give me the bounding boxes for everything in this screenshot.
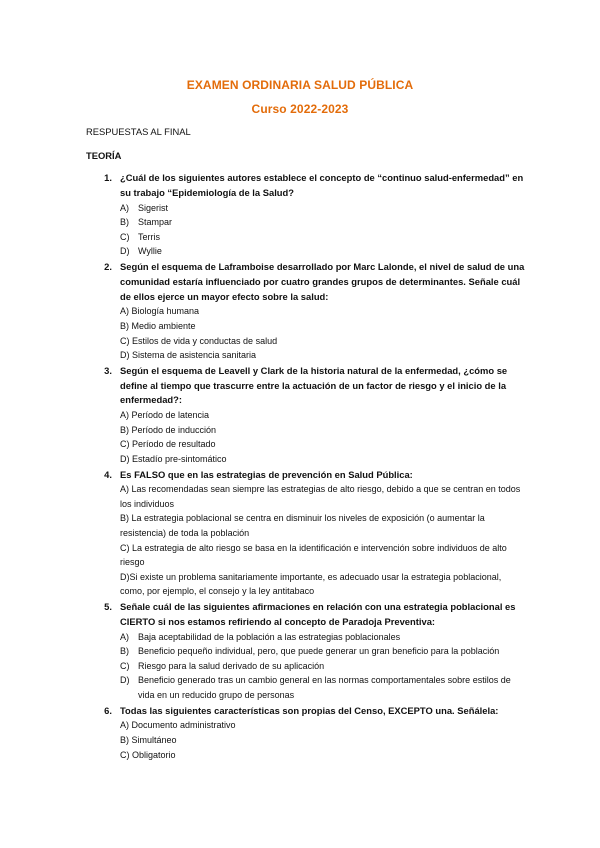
question-text: Señale cuál de las siguientes afirmaciones en relación con una estrategia poblacional es CIERTO si nos estamos refiriendo al concepto de Paradoja Preventiva:: [120, 601, 516, 627]
option-list: [120, 718, 526, 762]
option-item: A) Las recomendadas sean siempre las estrategias de alto riesgo, debido a que se centran en todos los individuos: [120, 484, 521, 509]
option-item: [120, 230, 526, 245]
option-text: Riesgo para la salud derivado de su aplicación: [138, 660, 325, 671]
option-letter: C): [120, 231, 130, 242]
question-number: 2.: [104, 260, 112, 272]
question-number: 6.: [104, 704, 112, 716]
option-item: B) Medio ambiente: [120, 320, 196, 331]
option-letter: D): [120, 675, 130, 686]
option-list: [120, 304, 526, 362]
question-2: [86, 260, 526, 363]
option-item: B) Simultáneo: [120, 735, 177, 745]
section-heading: TEORÍA: [86, 150, 122, 161]
question-number: 5.: [104, 601, 112, 613]
question-3: [86, 364, 526, 467]
question-text: Según el esquema de Leavell y Clark de la historia natural de la enfermedad, ¿cómo se define al tiempo que trascurre entre la actuación de un factor de riesgo y el inicio de la enfermedad?:: [120, 364, 508, 406]
option-text: Wyllie: [138, 246, 162, 257]
answers-note: RESPUESTAS AL FINAL: [86, 126, 191, 137]
option-text: Stampar: [138, 217, 173, 228]
option-list: [120, 482, 526, 599]
question-1: [86, 171, 526, 259]
option-text: Beneficio pequeño individual, pero, que puede generar un gran beneficio para la población: [138, 646, 500, 657]
question-number: 1.: [104, 172, 112, 183]
question-6: [86, 704, 526, 763]
exam-subtitle: Curso 2022-2023: [251, 102, 349, 116]
question-list: [86, 171, 526, 763]
option-list: [120, 201, 526, 259]
exam-title: EXAMEN ORDINARIA SALUD PÚBLICA: [186, 78, 414, 92]
question-5: [86, 600, 526, 703]
option-item: [120, 630, 526, 645]
option-letter: B): [120, 646, 129, 657]
option-text: Terris: [138, 231, 160, 242]
option-item: C) Período de resultado: [120, 439, 216, 450]
option-item: B) La estrategia poblacional se centra en disminuir los niveles de exposición (o aumentar la resistencia) de toda la población: [120, 513, 485, 539]
option-item: A) Documento administrativo: [120, 720, 236, 731]
option-letter: C): [120, 660, 130, 671]
option-item: D)Si existe un problema sanitariamente importante, es adecuado usar la estrategia poblacional, como, por ejemplo, el consejo y la ley antitabaco: [120, 571, 502, 597]
option-list: [120, 630, 526, 703]
option-item: [120, 659, 526, 674]
option-text: Beneficio generado tras un cambio general en las normas comportamentales sobre estilos de vida en un reducido grupo de personas: [138, 675, 511, 701]
option-item: [120, 644, 526, 659]
option-text: Baja aceptabilidad de la población a las estrategias poblacionales: [138, 631, 401, 642]
option-item: [120, 215, 526, 230]
option-text: Sigerist: [138, 202, 169, 213]
option-letter: A): [120, 202, 129, 213]
question-text: Es FALSO que en las estrategias de prevención en Salud Pública:: [120, 468, 413, 480]
option-item: A) Biología humana: [120, 306, 200, 317]
question-text: Según el esquema de Laframboise desarrollado por Marc Lalonde, el nivel de salud de una comunidad estaría influenciado por cuatro grandes grupos de determinantes. Señale cuál de ellos ejerce un mayor efecto sobre la salud:: [120, 260, 525, 302]
option-letter: B): [120, 217, 129, 228]
option-item: [120, 244, 526, 259]
option-item: D) Estadío pre-sintomático: [120, 453, 227, 464]
option-letter: A): [120, 631, 129, 642]
question-text: Todas las siguientes características son propias del Censo, EXCEPTO una. Señálela:: [120, 704, 499, 716]
question-4: [86, 468, 526, 600]
option-item: C) Estilos de vida y conductas de salud: [120, 335, 278, 346]
option-item: B) Período de inducción: [120, 424, 217, 435]
option-item: D) Sistema de asistencia sanitaria: [120, 350, 257, 361]
option-item: C) La estrategia de alto riesgo se basa en la identificación e intervención sobre individuos de alto riesgo: [120, 542, 507, 568]
option-item: [120, 673, 526, 702]
question-text: ¿Cuál de los siguientes autores establece el concepto de “continuo salud-enfermedad” en su trabajo “Epidemiología de la Salud?: [120, 172, 524, 198]
option-item: [120, 201, 526, 216]
question-number: 4.: [104, 468, 112, 480]
option-letter: D): [120, 246, 130, 257]
option-item: C) Obligatorio: [120, 749, 176, 760]
question-number: 3.: [104, 364, 112, 376]
option-item: A) Período de latencia: [120, 410, 210, 421]
option-list: [120, 408, 526, 466]
